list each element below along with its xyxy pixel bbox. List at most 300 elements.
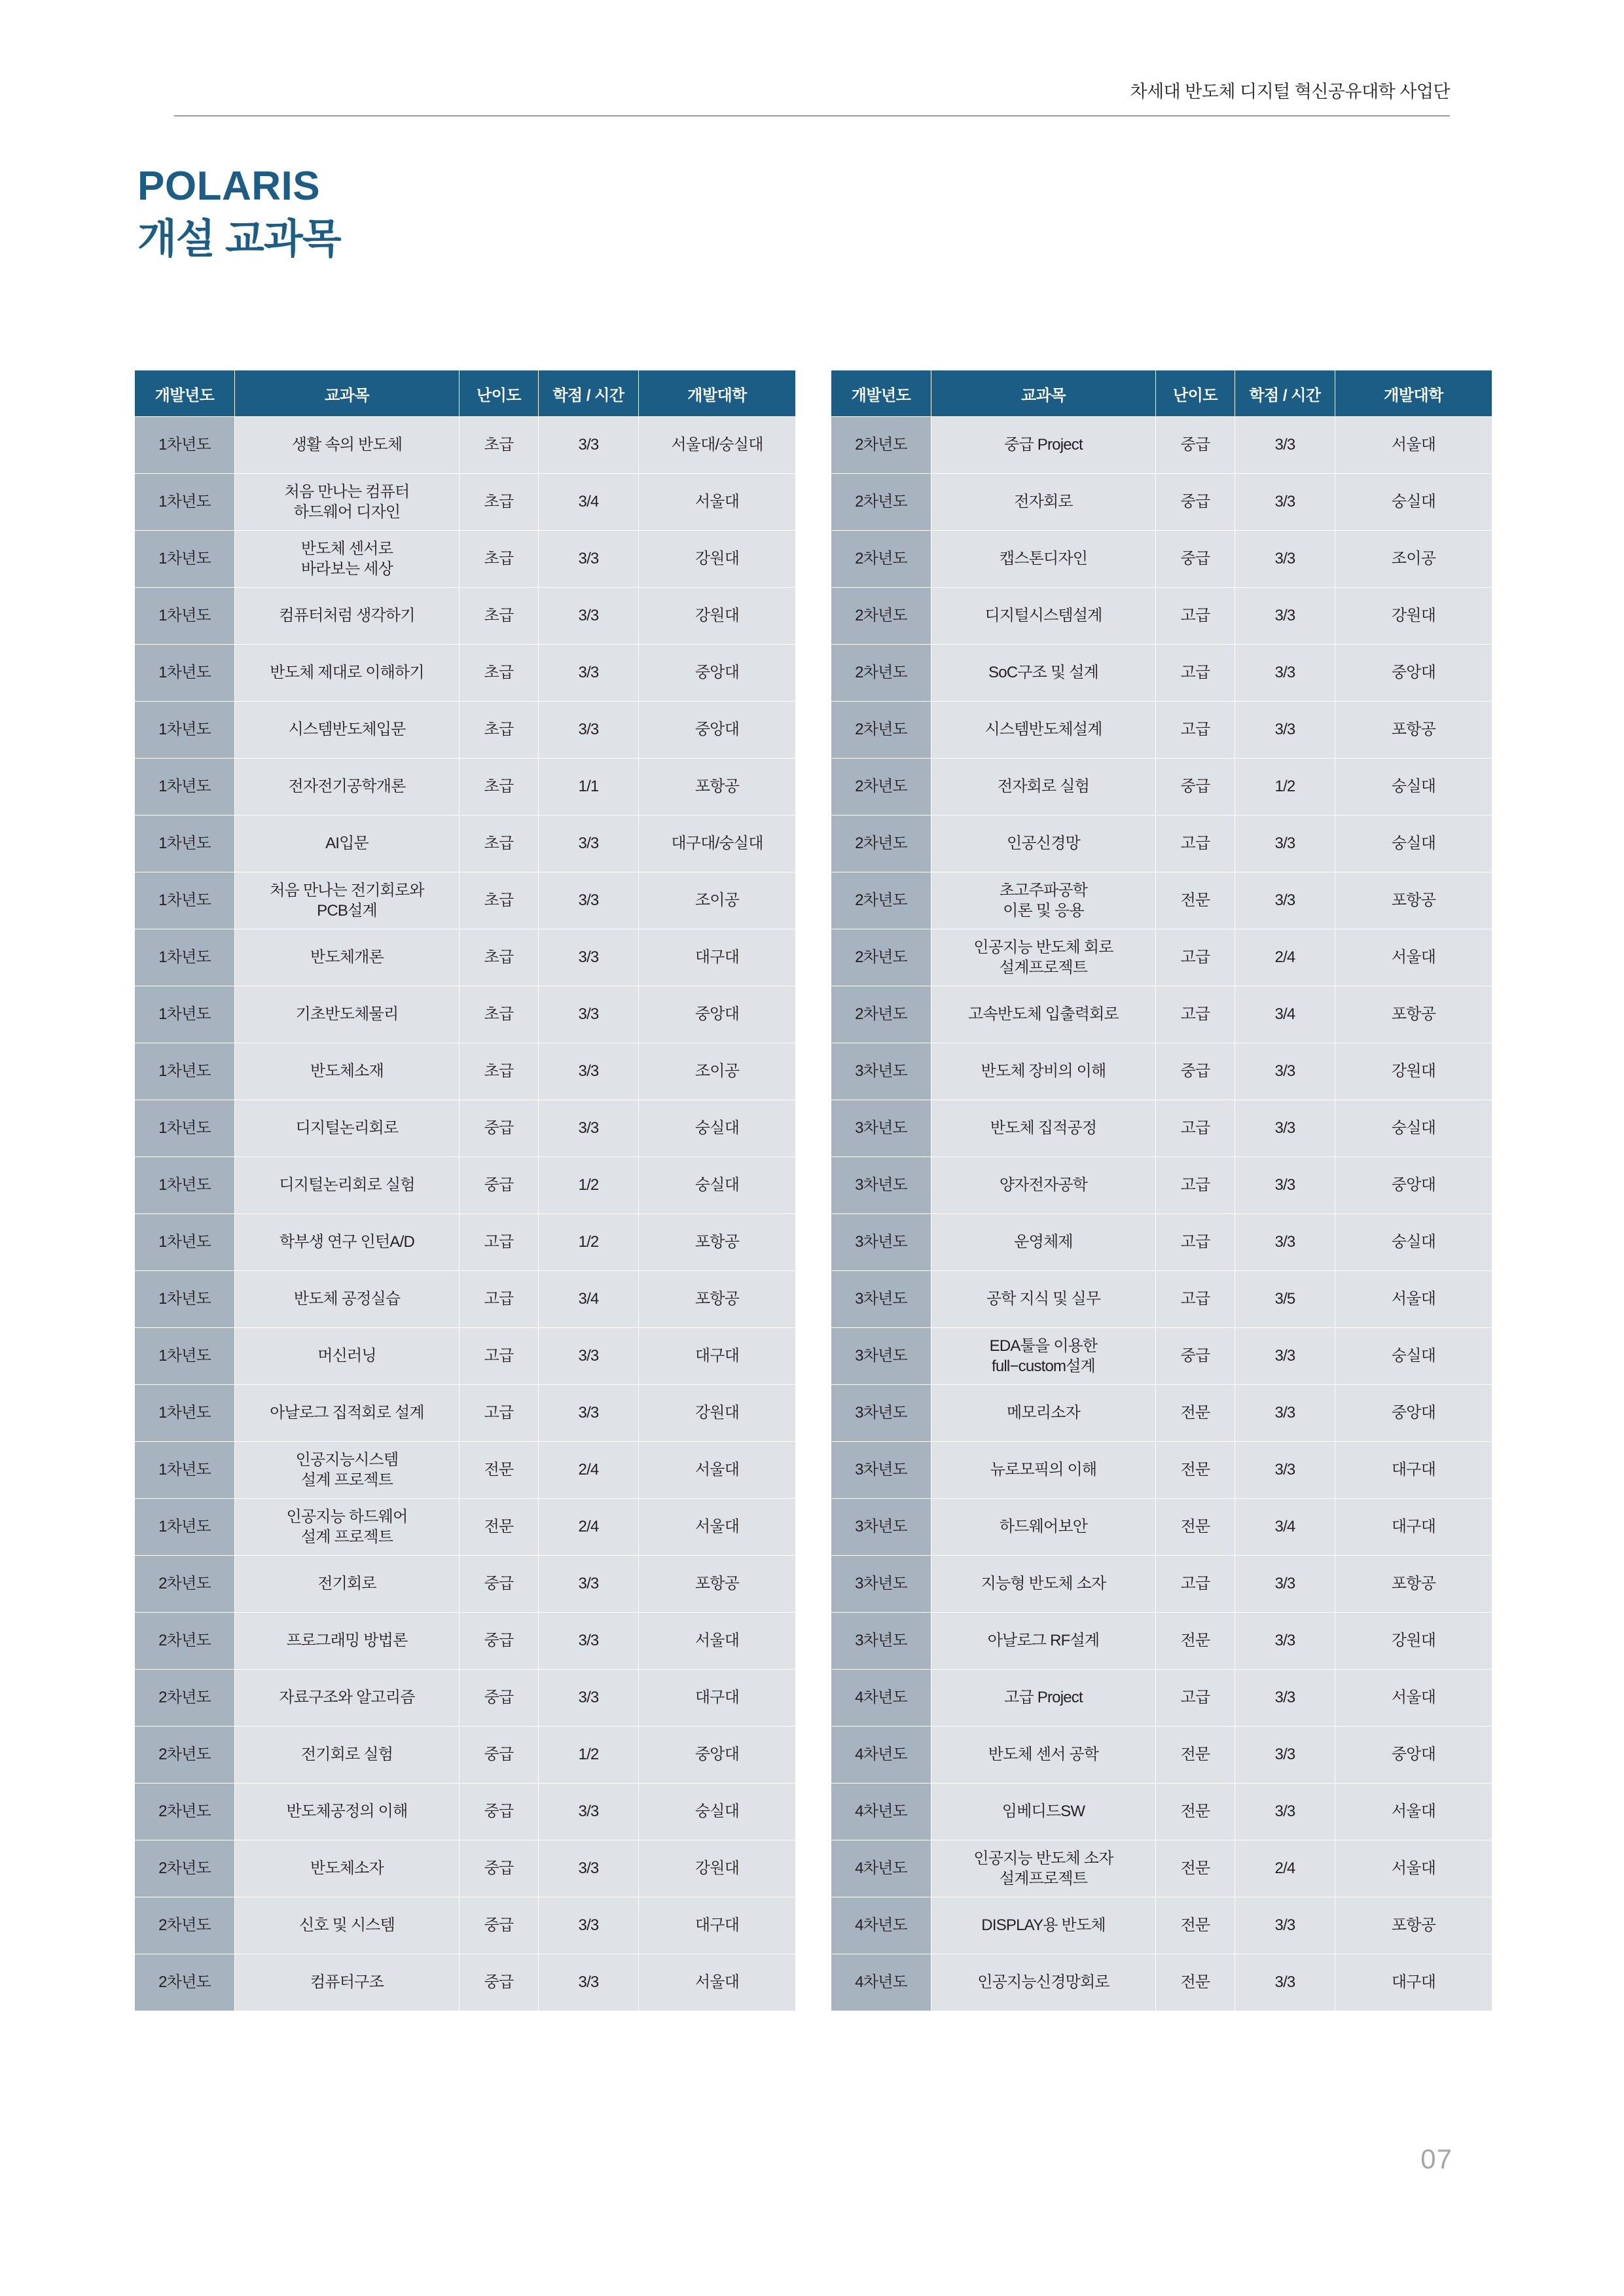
cell-univ: 숭실대 [1335,1100,1492,1157]
table-row [135,1499,796,1556]
cell-univ: 강원대 [639,1840,796,1897]
cell-course: 전자회로 [931,474,1156,531]
cell-course: 운영체제 [931,1214,1156,1271]
table-row [135,474,796,531]
table-row [831,759,1492,816]
table-row [831,474,1492,531]
cell-credit: 3/3 [1235,417,1335,474]
cell-credit: 3/3 [1235,872,1335,929]
cell-credit: 3/3 [1235,588,1335,645]
cell-level: 고급 [1156,1556,1235,1613]
cell-credit: 3/3 [1235,1328,1335,1385]
cell-course: 반도체공정의 이해 [235,1784,460,1840]
cell-course: 반도체 제대로 이해하기 [235,645,460,702]
cell-univ: 숭실대 [1335,1328,1492,1385]
cell-year: 2차년도 [831,986,931,1043]
cell-year: 3차년도 [831,1499,931,1556]
cell-univ: 조이공 [639,1043,796,1100]
cell-credit: 3/4 [539,1271,639,1328]
cell-univ: 숭실대 [639,1157,796,1214]
table-row [135,986,796,1043]
course-table-left [134,370,796,2011]
cell-univ: 서울대/숭실대 [639,417,796,474]
cell-univ: 중앙대 [1335,645,1492,702]
cell-level: 전문 [460,1499,539,1556]
cell-course: 인공지능 반도체 회로 설계프로젝트 [931,929,1156,986]
cell-credit: 3/3 [539,1328,639,1385]
cell-year: 2차년도 [831,929,931,986]
cell-year: 2차년도 [831,702,931,759]
cell-year: 1차년도 [135,702,235,759]
cell-level: 중급 [1156,474,1235,531]
table-row [831,531,1492,588]
cell-univ: 서울대 [639,1613,796,1670]
cell-univ: 강원대 [1335,588,1492,645]
cell-level: 중급 [460,1556,539,1613]
cell-course: 디지털논리회로 [235,1100,460,1157]
cell-year: 2차년도 [135,1840,235,1897]
cell-credit: 3/3 [539,531,639,588]
cell-credit: 3/3 [1235,1043,1335,1100]
cell-course: 생활 속의 반도체 [235,417,460,474]
table-row [135,1727,796,1784]
table-row [135,872,796,929]
cell-univ: 서울대 [1335,1271,1492,1328]
cell-year: 2차년도 [831,417,931,474]
cell-course: 고속반도체 입출력회로 [931,986,1156,1043]
cell-level: 초급 [460,588,539,645]
cell-credit: 3/3 [539,588,639,645]
table-row [135,1157,796,1214]
table-row [831,1100,1492,1157]
cell-univ: 대구대 [639,929,796,986]
table-row [135,1784,796,1840]
cell-level: 초급 [460,759,539,816]
cell-course: 중급 Project [931,417,1156,474]
cell-credit: 1/1 [539,759,639,816]
table-row [135,929,796,986]
cell-credit: 1/2 [539,1157,639,1214]
cell-year: 2차년도 [831,759,931,816]
cell-course: 학부생 연구 인턴A/D [235,1214,460,1271]
cell-course: 공학 지식 및 실무 [931,1271,1156,1328]
cell-univ: 서울대 [1335,417,1492,474]
page-number: 07 [1420,2144,1453,2174]
cell-year: 3차년도 [831,1157,931,1214]
table-row [135,417,796,474]
table-row [135,1100,796,1157]
cell-course: 하드웨어보안 [931,1499,1156,1556]
cell-level: 중급 [460,1670,539,1727]
cell-course: 컴퓨터처럼 생각하기 [235,588,460,645]
cell-univ: 숭실대 [639,1100,796,1157]
table-row [831,872,1492,929]
cell-course: 반도체 센서로 바라보는 세상 [235,531,460,588]
cell-univ: 대구대 [1335,1442,1492,1499]
cell-credit: 3/3 [539,417,639,474]
cell-year: 4차년도 [831,1784,931,1840]
cell-course: 전기회로 실험 [235,1727,460,1784]
cell-course: 처음 만나는 컴퓨터 하드웨어 디자인 [235,474,460,531]
cell-year: 1차년도 [135,1442,235,1499]
cell-year: 4차년도 [831,1954,931,2011]
cell-level: 고급 [1156,645,1235,702]
cell-year: 2차년도 [135,1556,235,1613]
cell-course: 반도체소자 [235,1840,460,1897]
table-row [135,1556,796,1613]
cell-year: 3차년도 [831,1385,931,1442]
table-row [831,1727,1492,1784]
cell-course: 반도체소재 [235,1043,460,1100]
cell-level: 중급 [1156,1328,1235,1385]
table-row [135,1840,796,1897]
table-row [831,588,1492,645]
cell-level: 고급 [1156,1214,1235,1271]
cell-level: 중급 [460,1613,539,1670]
table-row [831,1897,1492,1954]
cell-credit: 3/3 [539,872,639,929]
cell-univ: 중앙대 [639,645,796,702]
cell-course: 인공지능 반도체 소자 설계프로젝트 [931,1840,1156,1897]
cell-credit: 3/3 [539,1840,639,1897]
cell-level: 중급 [460,1727,539,1784]
cell-course: 프로그래밍 방법론 [235,1613,460,1670]
cell-level: 고급 [1156,702,1235,759]
cell-level: 중급 [460,1897,539,1954]
cell-credit: 3/3 [539,1784,639,1840]
cell-year: 2차년도 [135,1954,235,2011]
cell-course: 디지털시스템설계 [931,588,1156,645]
cell-credit: 3/3 [1235,816,1335,872]
cell-univ: 숭실대 [1335,474,1492,531]
cell-level: 중급 [460,1954,539,2011]
cell-univ: 강원대 [639,1385,796,1442]
cell-univ: 강원대 [1335,1613,1492,1670]
table-row [831,645,1492,702]
table-header-row [135,370,796,417]
cell-course: 머신러닝 [235,1328,460,1385]
cell-univ: 포항공 [1335,872,1492,929]
cell-course: 인공지능시스템 설계 프로젝트 [235,1442,460,1499]
cell-course: 인공지능신경망회로 [931,1954,1156,2011]
cell-credit: 3/4 [539,474,639,531]
cell-credit: 3/3 [539,1670,639,1727]
cell-level: 초급 [460,929,539,986]
cell-univ: 서울대 [1335,1670,1492,1727]
cell-year: 4차년도 [831,1670,931,1727]
cell-year: 2차년도 [135,1670,235,1727]
cell-year: 2차년도 [135,1897,235,1954]
cell-course: 양자전자공학 [931,1157,1156,1214]
table-row [831,1613,1492,1670]
table-row [135,816,796,872]
cell-year: 1차년도 [135,1385,235,1442]
table-row [135,1897,796,1954]
cell-credit: 3/3 [1235,1442,1335,1499]
cell-credit: 3/3 [539,1897,639,1954]
cell-course: 반도체개론 [235,929,460,986]
cell-credit: 3/3 [1235,1556,1335,1613]
cell-level: 초급 [460,986,539,1043]
cell-year: 1차년도 [135,816,235,872]
table-row [831,1784,1492,1840]
cell-year: 1차년도 [135,474,235,531]
cell-univ: 숭실대 [1335,759,1492,816]
cell-year: 1차년도 [135,1100,235,1157]
cell-level: 초급 [460,645,539,702]
cell-year: 1차년도 [135,986,235,1043]
cell-course: 아날로그 집적회로 설계 [235,1385,460,1442]
cell-course: 고급 Project [931,1670,1156,1727]
cell-level: 초급 [460,872,539,929]
page-header [174,77,1450,117]
cell-univ: 포항공 [1335,1556,1492,1613]
cell-course: EDA툴을 이용한 full−custom설계 [931,1328,1156,1385]
cell-credit: 3/3 [539,1556,639,1613]
table-row [831,929,1492,986]
table-row [831,1328,1492,1385]
cell-credit: 3/5 [1235,1271,1335,1328]
cell-credit: 3/3 [1235,702,1335,759]
cell-credit: 3/3 [1235,1214,1335,1271]
cell-level: 전문 [1156,1954,1235,2011]
cell-year: 1차년도 [135,1043,235,1100]
cell-univ: 대구대 [639,1897,796,1954]
cell-univ: 중앙대 [639,986,796,1043]
cell-credit: 3/3 [539,986,639,1043]
header-org-text: 차세대 반도체 디지털 혁신공유대학 사업단 [1130,82,1450,101]
cell-year: 4차년도 [831,1897,931,1954]
cell-credit: 3/3 [1235,645,1335,702]
cell-credit: 3/3 [1235,1100,1335,1157]
cell-univ: 포항공 [1335,986,1492,1043]
column-header-univ: 개발대학 [1335,370,1492,417]
table-row [135,1271,796,1328]
cell-univ: 대구대 [1335,1954,1492,2011]
cell-level: 초급 [460,816,539,872]
cell-credit: 2/4 [539,1499,639,1556]
cell-univ: 강원대 [639,588,796,645]
cell-level: 고급 [1156,1670,1235,1727]
table-row [831,1157,1492,1214]
cell-univ: 서울대 [1335,1840,1492,1897]
cell-level: 고급 [1156,588,1235,645]
table-row [831,417,1492,474]
title-main: POLARIS [137,164,321,209]
cell-year: 1차년도 [135,1499,235,1556]
title-sub: 개설 교과목 [137,217,341,262]
cell-course: 인공지능 하드웨어 설계 프로젝트 [235,1499,460,1556]
table-row [135,1043,796,1100]
cell-level: 전문 [1156,1499,1235,1556]
cell-level: 고급 [460,1385,539,1442]
cell-level: 초급 [460,531,539,588]
table-row [831,1385,1492,1442]
cell-univ: 서울대 [639,1442,796,1499]
header-divider [174,115,1450,117]
cell-credit: 3/3 [1235,1670,1335,1727]
cell-year: 4차년도 [831,1840,931,1897]
cell-year: 1차년도 [135,531,235,588]
cell-level: 중급 [460,1100,539,1157]
cell-level: 고급 [1156,816,1235,872]
table-row [135,759,796,816]
cell-course: 반도체 센서 공학 [931,1727,1156,1784]
cell-year: 3차년도 [831,1100,931,1157]
cell-level: 초급 [460,417,539,474]
page-title [137,162,341,263]
cell-level: 전문 [1156,872,1235,929]
column-header-course: 교과목 [235,370,460,417]
cell-univ: 포항공 [639,1556,796,1613]
cell-course: 처음 만나는 전기회로와 PCB설계 [235,872,460,929]
cell-credit: 3/3 [1235,1613,1335,1670]
cell-year: 3차년도 [831,1043,931,1100]
table-row [831,1670,1492,1727]
cell-year: 2차년도 [831,872,931,929]
cell-year: 1차년도 [135,872,235,929]
cell-year: 3차년도 [831,1328,931,1385]
cell-univ: 조이공 [1335,531,1492,588]
cell-level: 전문 [1156,1613,1235,1670]
cell-course: 시스템반도체설계 [931,702,1156,759]
cell-credit: 3/4 [1235,1499,1335,1556]
cell-course: 전자전기공학개론 [235,759,460,816]
cell-course: 전기회로 [235,1556,460,1613]
table-row [831,1043,1492,1100]
cell-credit: 3/3 [539,929,639,986]
cell-level: 고급 [460,1328,539,1385]
table-row [831,1499,1492,1556]
cell-year: 1차년도 [135,645,235,702]
cell-univ: 서울대 [1335,1784,1492,1840]
cell-level: 중급 [1156,759,1235,816]
table-row [831,1214,1492,1271]
course-tables [134,370,1492,2011]
cell-year: 2차년도 [831,816,931,872]
cell-credit: 3/3 [1235,1727,1335,1784]
cell-level: 전문 [1156,1385,1235,1442]
cell-level: 전문 [1156,1840,1235,1897]
cell-credit: 3/3 [539,1954,639,2011]
cell-course: 메모리소자 [931,1385,1156,1442]
cell-univ: 대구대/숭실대 [639,816,796,872]
cell-level: 전문 [460,1442,539,1499]
course-table-right [831,370,1492,2011]
cell-year: 1차년도 [135,1271,235,1328]
table-row [831,1840,1492,1897]
cell-univ: 중앙대 [1335,1385,1492,1442]
cell-year: 2차년도 [135,1784,235,1840]
cell-credit: 2/4 [1235,929,1335,986]
table-row [831,1271,1492,1328]
cell-univ: 대구대 [639,1328,796,1385]
cell-level: 고급 [1156,1157,1235,1214]
table-header-row [831,370,1492,417]
cell-year: 1차년도 [135,417,235,474]
cell-course: 뉴로모픽의 이해 [931,1442,1156,1499]
table-row [135,531,796,588]
cell-level: 전문 [1156,1897,1235,1954]
cell-univ: 대구대 [1335,1499,1492,1556]
table-row [831,1556,1492,1613]
column-header-credit: 학점 / 시간 [1235,370,1335,417]
table-row [831,702,1492,759]
column-header-level: 난이도 [460,370,539,417]
cell-level: 중급 [1156,531,1235,588]
cell-univ: 숭실대 [639,1784,796,1840]
cell-year: 1차년도 [135,1214,235,1271]
table-row [831,986,1492,1043]
cell-year: 2차년도 [831,645,931,702]
cell-year: 1차년도 [135,1157,235,1214]
cell-year: 3차년도 [831,1442,931,1499]
cell-course: 시스템반도체입문 [235,702,460,759]
cell-course: 지능형 반도체 소자 [931,1556,1156,1613]
table-row [135,1328,796,1385]
cell-level: 고급 [460,1214,539,1271]
cell-univ: 서울대 [1335,929,1492,986]
cell-univ: 중앙대 [1335,1727,1492,1784]
cell-year: 2차년도 [135,1613,235,1670]
cell-univ: 포항공 [1335,702,1492,759]
table-row [135,1613,796,1670]
cell-credit: 3/3 [1235,1954,1335,2011]
cell-univ: 강원대 [639,531,796,588]
cell-univ: 중앙대 [639,702,796,759]
table-row [831,1954,1492,2011]
cell-level: 중급 [1156,1043,1235,1100]
table-row [135,1385,796,1442]
table-row [135,1954,796,2011]
cell-year: 1차년도 [135,929,235,986]
cell-course: 임베디드SW [931,1784,1156,1840]
table-row [135,1214,796,1271]
cell-credit: 3/3 [539,1385,639,1442]
cell-univ: 포항공 [639,759,796,816]
cell-level: 전문 [1156,1442,1235,1499]
cell-level: 고급 [1156,1100,1235,1157]
cell-course: 캡스톤디자인 [931,531,1156,588]
cell-univ: 서울대 [639,474,796,531]
cell-credit: 1/2 [1235,759,1335,816]
cell-course: DISPLAY용 반도체 [931,1897,1156,1954]
table-row [135,1670,796,1727]
cell-credit: 3/3 [539,1043,639,1100]
cell-course: 반도체 집적공정 [931,1100,1156,1157]
cell-univ: 포항공 [639,1271,796,1328]
cell-year: 1차년도 [135,588,235,645]
cell-course: 인공신경망 [931,816,1156,872]
cell-level: 초급 [460,1043,539,1100]
cell-level: 고급 [460,1271,539,1328]
cell-credit: 2/4 [1235,1840,1335,1897]
cell-course: 아날로그 RF설계 [931,1613,1156,1670]
table-body-left [135,417,796,2011]
cell-level: 중급 [1156,417,1235,474]
cell-credit: 1/2 [539,1727,639,1784]
cell-level: 중급 [460,1157,539,1214]
cell-course: 기초반도체물리 [235,986,460,1043]
cell-course: 디지털논리회로 실험 [235,1157,460,1214]
cell-year: 1차년도 [135,1328,235,1385]
cell-credit: 3/3 [539,816,639,872]
cell-credit: 3/4 [1235,986,1335,1043]
cell-level: 전문 [1156,1784,1235,1840]
cell-credit: 3/3 [1235,474,1335,531]
cell-course: 전자회로 실험 [931,759,1156,816]
column-header-year: 개발년도 [831,370,931,417]
